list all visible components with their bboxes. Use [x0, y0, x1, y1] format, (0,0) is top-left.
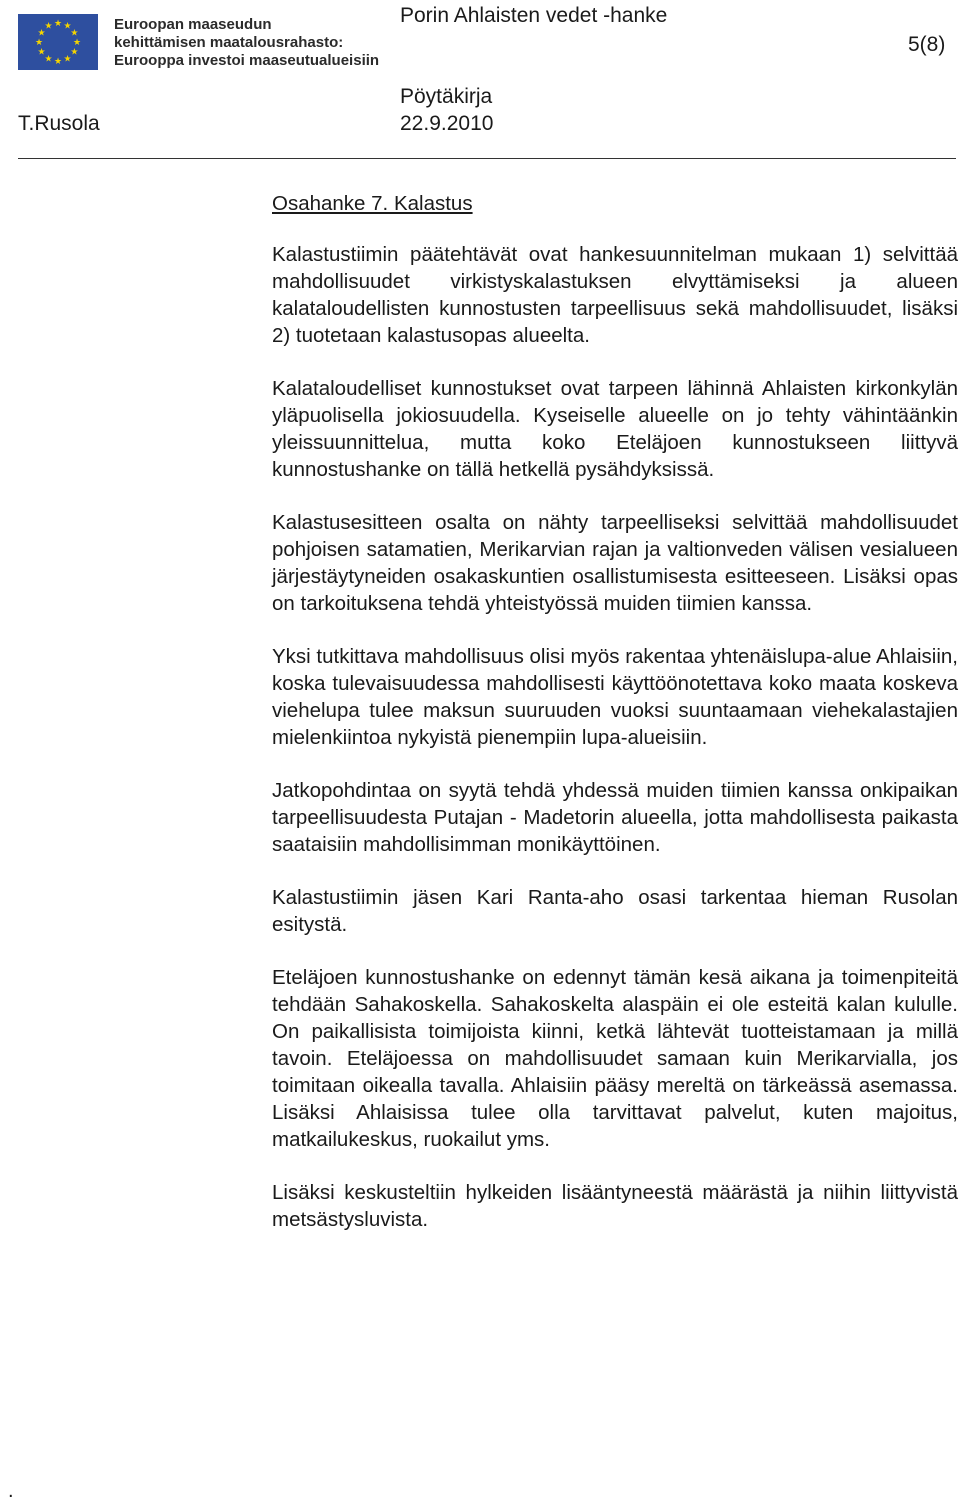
project-title: Porin Ahlaisten vedet -hanke — [400, 4, 668, 27]
star-icon: ★ — [63, 53, 72, 64]
star-icon: ★ — [44, 20, 53, 31]
author: T.Rusola — [18, 112, 100, 135]
document-date: 22.9.2010 — [400, 112, 494, 135]
header-divider — [18, 158, 956, 159]
logo-line: kehittämisen maatalousrahasto: — [114, 34, 344, 51]
star-icon: ★ — [70, 27, 79, 38]
logo-text — [114, 16, 379, 70]
star-icon: ★ — [72, 37, 82, 47]
section-body — [272, 190, 958, 1259]
paragraph: Kalastustiimin jäsen Kari Ranta-aho osasi tarkentaa hieman Rusolan esitystä. — [272, 886, 958, 936]
star-icon: ★ — [63, 20, 72, 31]
star-icon: ★ — [34, 37, 44, 47]
star-icon: ★ — [53, 56, 63, 66]
paragraph: Kalastusesitteen osalta on nähty tarpeelliseksi selvittää mahdollisuudet pohjoisen satamatien, Merikarvian rajan ja valtionveden välisen vesialueen järjestäytyneiden osakaskuntien osallistumisesta esitteeseen. Lisäksi opas on tarkoituksena tehdä yhteistyössä muiden tiimien kanssa. — [272, 511, 958, 615]
star-icon: ★ — [53, 18, 63, 28]
paragraph: Lisäksi keskusteltiin hylkeiden lisääntyneestä määrästä ja niihin liittyvistä metsästysluvista. — [272, 1181, 958, 1231]
logo-line: Euroopan maaseudun — [114, 16, 272, 33]
section-heading: Osahanke 7. Kalastus — [272, 192, 473, 215]
paragraph: Yksi tutkittava mahdollisuus olisi myös rakentaa yhtenäislupa-alue Ahlaisiin, koska tulevaisuudessa mahdollisesti käyttöönotettava koko maata koskeva viehelupa tulee maksun suuruuden vuoksi suuntaamaan viehekalastajien mielenkiintoa nykyistä pienempiin lupa-alueisiin. — [272, 645, 958, 749]
eu-logo — [18, 14, 380, 76]
paragraph: Kalastustiimin päätehtävät ovat hankesuunnitelman mukaan 1) selvittää mahdollisuudet virkistyskalastuksen elvyttämiseksi ja alueen kalataloudellisten kunnostusten tarpeellisuus sekä mahdollisuudet, lisäksi 2) tuotetaan kalastusopas alueelta. — [272, 243, 958, 347]
paragraph: Jatkopohdintaa on syytä tehdä yhdessä muiden tiimien kanssa onkipaikan tarpeellisuudesta Putajan - Madetorin alueella, jotta mahdollisesta paikasta saataisiin mahdollisimman monikäyttöinen. — [272, 779, 958, 856]
footer-mark: . — [8, 1480, 14, 1502]
star-icon: ★ — [44, 53, 53, 64]
paragraph: Kalataloudelliset kunnostukset ovat tarpeen lähinnä Ahlaisten kirkonkylän yläpuolisella jokiosuudella. Kyseiselle alueelle on jo tehty vähintäänkin yleissuunnittelua, mutta koko Eteläjoen kunnostukseen liittyvä kunnostushanke on tällä hetkellä pysähdyksissä. — [272, 377, 958, 481]
logo-line: Eurooppa investoi maaseutualueisiin — [114, 52, 380, 69]
document-type: Pöytäkirja — [400, 85, 493, 108]
eu-flag-icon — [18, 14, 98, 70]
star-icon: ★ — [37, 46, 46, 57]
page-number: 5(8) — [908, 33, 946, 56]
paragraph: Eteläjoen kunnostushanke on edennyt tämän kesä aikana ja toimenpiteitä tehdään Sahakoskella. Sahakoskelta alaspäin ei ole esteitä kalan kululle. On paikallisista toimijoista kiinni, ketkä lähtevät tuotteistamaan ja millä tavoin. Eteläjoessa on mahdollisuudet samaan kuin Merikarvialla, jos toimitaan oikealla tavalla. Ahlaisiin pääsy mereltä on tärkeässä asemassa. Lisäksi Ahlaisissa tulee olla tarvittavat palvelut, kuten majoitus, matkailukeskus, ruokailut yms. — [272, 966, 958, 1151]
star-icon: ★ — [37, 27, 46, 38]
star-icon: ★ — [70, 46, 79, 57]
